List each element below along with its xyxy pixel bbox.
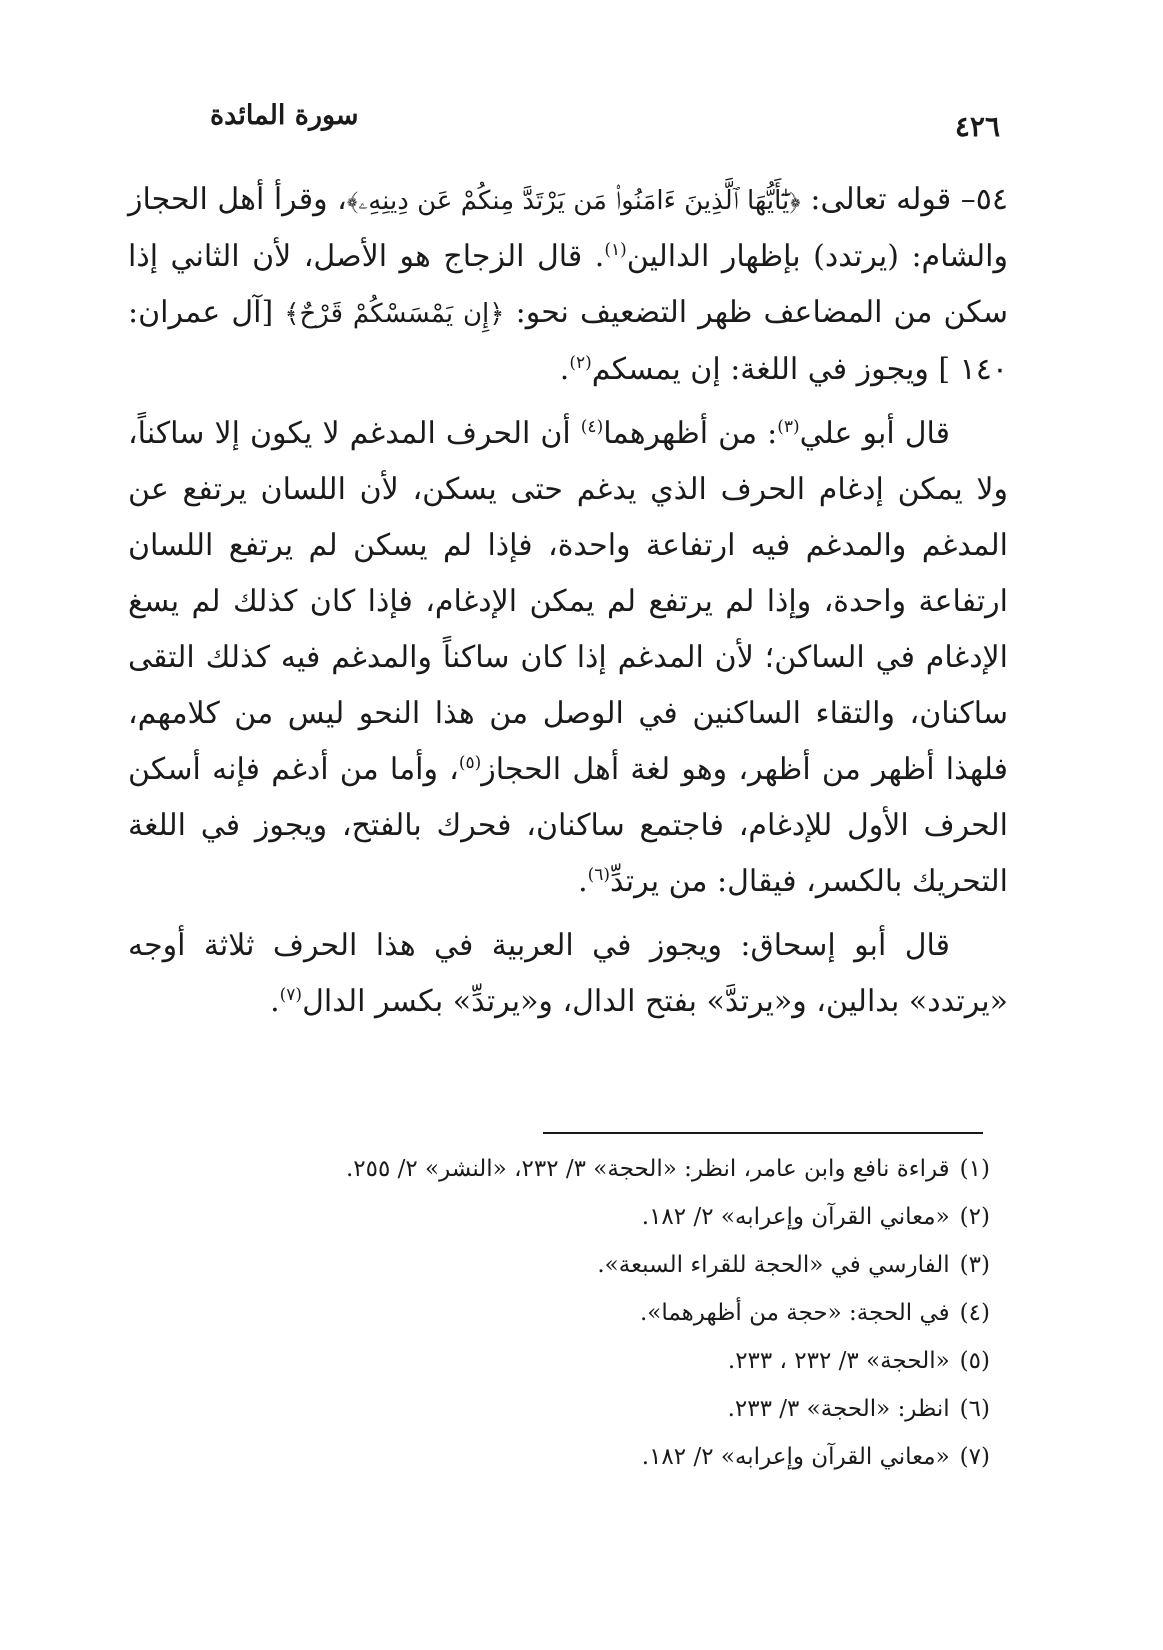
quran-quote: ﴿إِن يَمْسَسْكُمْ قَرْحٌ﴾ bbox=[284, 299, 505, 329]
running-title: سورة المائدة bbox=[210, 100, 359, 131]
quran-quote: ﴿يَٰٓأَيُّهَا ٱلَّذِينَ ءَامَنُوا۟ مَن يَرْتَدَّ مِنكُمْ عَن دِينِهِۦ﴾ bbox=[346, 186, 801, 216]
paragraph bbox=[128, 172, 1008, 398]
footnote-text: «معاني القرآن وإعرابه» ٢/ ١٨٢. bbox=[641, 1204, 950, 1230]
footnote-text: «معاني القرآن وإعرابه» ٢/ ١٨٢. bbox=[641, 1444, 950, 1470]
footnote-ref: (٤) bbox=[580, 417, 604, 437]
footnote bbox=[200, 1289, 990, 1337]
footnote-ref: (٢) bbox=[569, 353, 592, 373]
text-run: [آل عمران: ١٤٠ ] ويجوز في اللغة: إن يمسكم bbox=[128, 295, 1008, 387]
page-header bbox=[210, 100, 1000, 150]
paragraph bbox=[128, 406, 1008, 910]
text-run: : من أظهرهما bbox=[603, 416, 778, 451]
footnote-number: (١) bbox=[959, 1156, 990, 1182]
text-run: ، وأما من أدغم فإنه أسكن الحرف الأول للإدغام، فاجتمع ساكنان، فحرك بالفتح، ويجوز في اللغة التحريك بالكسر، فيقال: من يرتدِّ bbox=[128, 752, 1008, 899]
footnote-ref: (٥) bbox=[458, 753, 482, 773]
footnote-divider bbox=[543, 1132, 983, 1134]
footnote bbox=[200, 1337, 990, 1385]
text-run: ، وقرأ أهل الحجاز والشام: (يرتدد) بإظهار الدالين bbox=[128, 182, 1008, 274]
footnote-ref: (١) bbox=[604, 240, 627, 260]
footnote bbox=[200, 1241, 990, 1289]
main-text bbox=[128, 172, 1008, 1038]
footnote bbox=[200, 1385, 990, 1433]
footnote-text: «الحجة» ٣/ ٢٣٢ ، ٢٣٣. bbox=[727, 1348, 950, 1374]
text-run: . bbox=[559, 352, 570, 387]
text-run: . قال الزجاج هو الأصل، لأن الثاني إذا سكن من المضاعف ظهر التضعيف نحو: bbox=[128, 239, 1008, 330]
footnote-number: (٦) bbox=[959, 1396, 990, 1422]
footnote-number: (٧) bbox=[959, 1444, 990, 1470]
text-run: . bbox=[270, 984, 280, 1019]
footnote bbox=[200, 1433, 990, 1481]
footnote-ref: (٦) bbox=[587, 865, 611, 885]
footnote-number: (٢) bbox=[959, 1204, 990, 1230]
text-run: . bbox=[578, 864, 588, 899]
footnotes-list bbox=[200, 1145, 990, 1481]
footnote-text: في الحجة: «حجة من أظهرهما». bbox=[639, 1300, 950, 1326]
footnote-text: انظر: «الحجة» ٣/ ٢٣٣. bbox=[727, 1396, 950, 1422]
footnote bbox=[200, 1193, 990, 1241]
footnote-number: (٥) bbox=[959, 1348, 990, 1374]
footnote-number: (٤) bbox=[959, 1300, 990, 1326]
text-run: ٥٤– قوله تعالى: bbox=[800, 182, 1008, 217]
paragraph bbox=[128, 918, 1008, 1030]
text-run: أن الحرف المدغم لا يكون إلا ساكناً، ولا يمكن إدغام الحرف الذي يدغم حتى يسكن، لأن اللسان يرتفع عن المدغم والمدغم فيه ارتفاعة واحدة، فإذا لم يسكن لم يرتفع اللسان ارتفاعة واحدة، وإذا لم يرتفع لم يمكن الإدغام، فإذا كان كذلك لم يسغ الإدغام في الساكن؛ لأن المدغم إذا كان ساكناً والمدغم فيه كذلك التقى ساكنان، والتقاء الساكنين في الوصل من هذا النحو ليس من كلامهم، فلهذا أظهر من أظهر، وهو لغة أهل الحجاز bbox=[128, 416, 1008, 787]
footnote-number: (٣) bbox=[959, 1252, 990, 1278]
footnote-ref: (٣) bbox=[777, 417, 800, 437]
text-run: قال أبو إسحاق: ويجوز في العربية في هذا الحرف ثلاثة أوجه «يرتدد» بدالين، و«يرتدَّ» بفتح الدال، و«يرتدِّ» بكسر الدال bbox=[128, 928, 1008, 1019]
footnote-text: قراءة نافع وابن عامر، انظر: «الحجة» ٣/ ٢٣٢، «النشر» ٢/ ٢٥٥. bbox=[345, 1156, 950, 1182]
footnote bbox=[200, 1145, 990, 1193]
footnote-ref: (٧) bbox=[279, 985, 303, 1005]
page-number: ٤٢٦ bbox=[954, 110, 1000, 143]
text-run: قال أبو علي bbox=[799, 416, 950, 451]
footnote-text: الفارسي في «الحجة للقراء السبعة». bbox=[597, 1252, 950, 1278]
